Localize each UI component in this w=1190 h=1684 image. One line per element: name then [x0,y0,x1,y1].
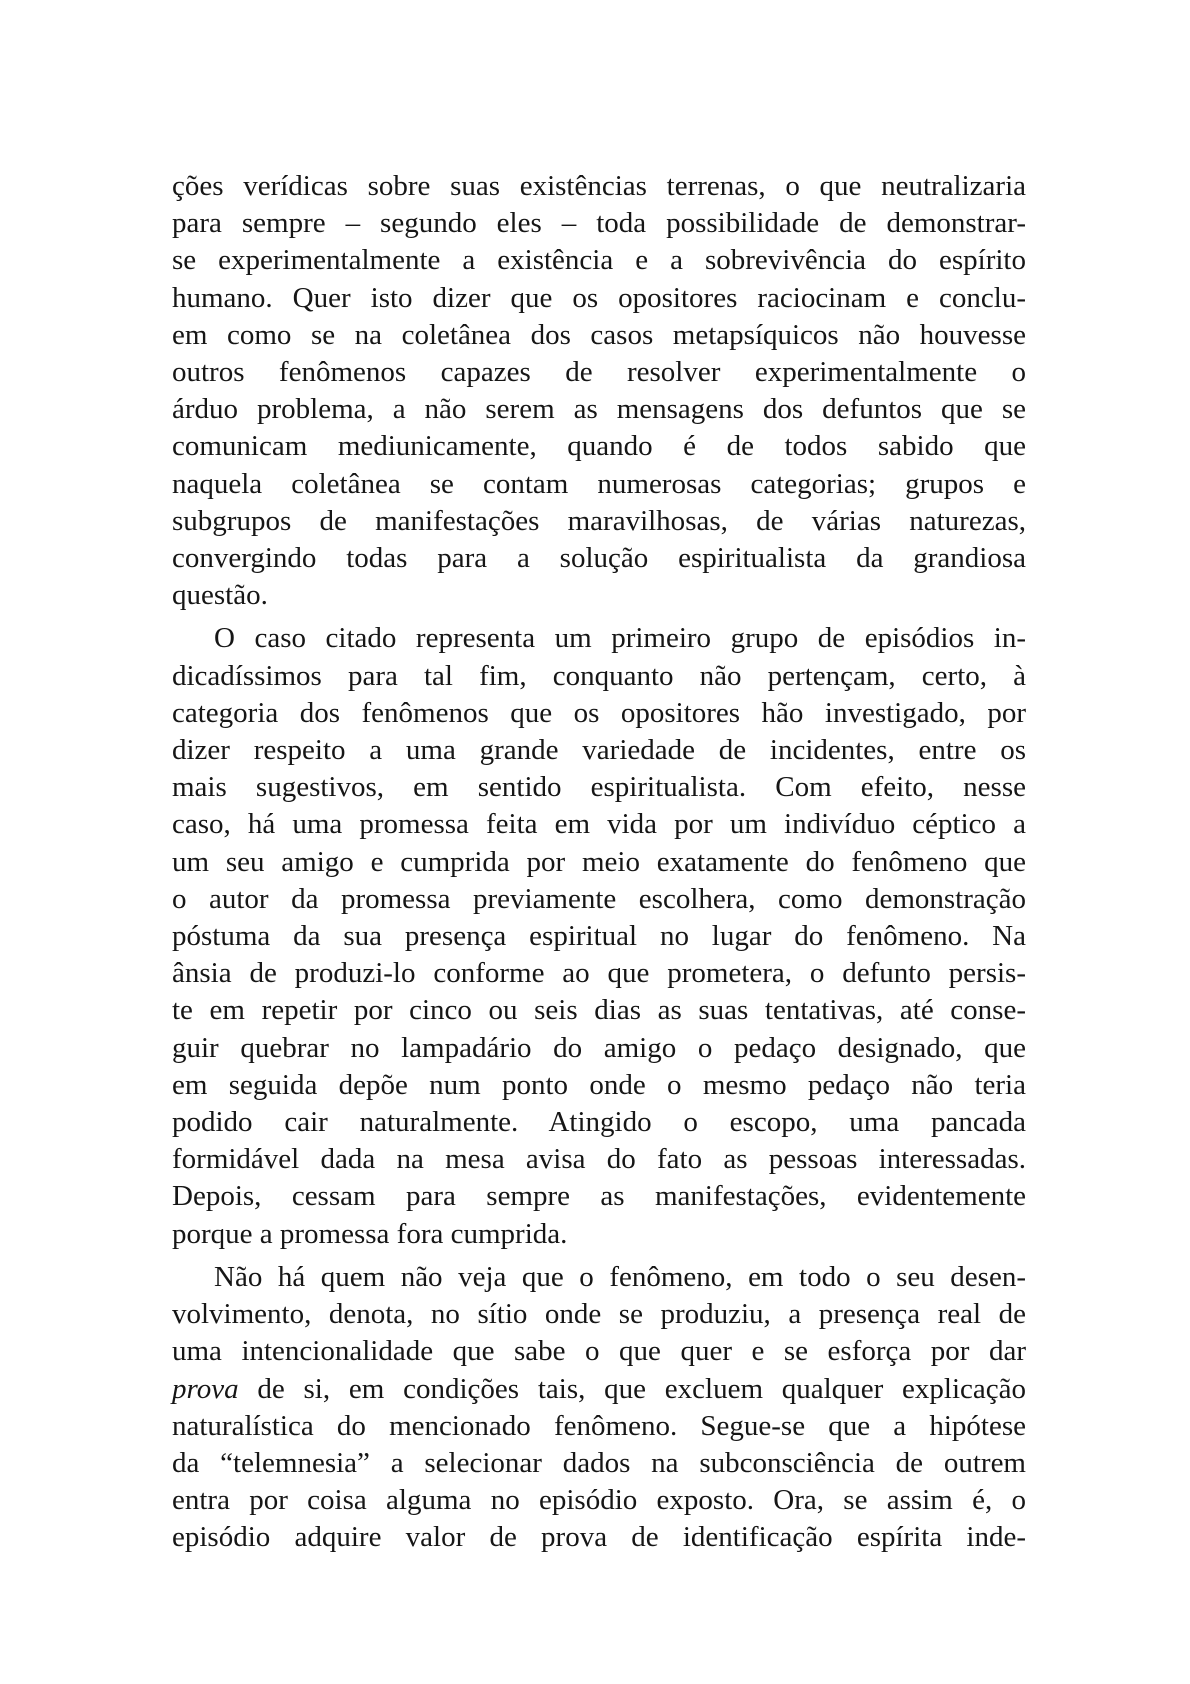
emphasized-word: prova [172,1372,239,1405]
text-line: o autor da promessa previamente escolhera, como demonstração [172,882,1026,915]
text-line: naturalística do mencionado fenômeno. Segue-se que a hipótese [172,1409,1026,1442]
text-line: uma intencionalidade que sabe o que quer e se esforça por dar [172,1335,1026,1368]
body-text [172,168,1026,1557]
text-line: formidável dada na mesa avisa do fato as pessoas interessadas. [172,1143,1026,1176]
text-line-with-emphasis [172,1371,1026,1408]
text-line: se experimentalmente a existência e a sobrevivência do espírito [172,244,1026,277]
text-line: um seu amigo e cumprida por meio exatamente do fenômeno que [172,845,1026,878]
paragraph-3 [172,1259,1026,1557]
text-line: póstuma da sua presença espiritual no lugar do fenômeno. Na [172,920,1026,953]
text-line: O caso citado representa um primeiro grupo de episódios in- [214,622,1026,655]
text-line: naquela coletânea se contam numerosas categorias; grupos e [172,467,1026,500]
text-line: categoria dos fenômenos que os opositores hão investigado, por [172,696,1026,729]
text-line: episódio adquire valor de prova de identificação espírita inde- [172,1521,1026,1554]
text-line: dizer respeito a uma grande variedade de incidentes, entre os [172,734,1026,767]
text-line: volvimento, denota, no sítio onde se produziu, a presença real de [172,1298,1026,1331]
text-line: humano. Quer isto dizer que os opositores raciocinam e conclu- [172,281,1026,314]
text-line: ânsia de produzi-lo conforme ao que prometera, o defunto persis- [172,957,1026,990]
text-line: em como se na coletânea dos casos metapsíquicos não houvesse [172,318,1026,351]
text-line: guir quebrar no lampadário do amigo o pedaço designado, que [172,1031,1026,1064]
text-line: em seguida depõe num ponto onde o mesmo pedaço não teria [172,1068,1026,1101]
text-fragment: de si, em condições tais, que excluem qualquer explicação [238,1372,1026,1405]
text-line: para sempre – segundo eles – toda possibilidade de demonstrar- [172,207,1026,240]
paragraph-2 [172,620,1026,1252]
text-line: árduo problema, a não serem as mensagens dos defuntos que se [172,393,1026,426]
text-line: caso, há uma promessa feita em vida por um indivíduo céptico a [172,808,1026,841]
text-line: Não há quem não veja que o fenômeno, em todo o seu desen- [214,1260,1026,1293]
text-line: questão. [172,579,268,612]
text-line: convergindo todas para a solução espiritualista da grandiosa [172,542,1026,575]
text-line: ções verídicas sobre suas existências terrenas, o que neutralizaria [172,170,1026,202]
paragraph-1 [172,168,1026,614]
text-line: dicadíssimos para tal fim, conquanto não pertençam, certo, à [172,659,1026,692]
text-line: entra por coisa alguma no episódio exposto. Ora, se assim é, o [172,1484,1026,1517]
text-line: outros fenômenos capazes de resolver experimentalmente o [172,356,1026,389]
text-line: da “telemnesia” a selecionar dados na subconsciência de outrem [172,1446,1026,1479]
text-line: subgrupos de manifestações maravilhosas, de várias naturezas, [172,504,1026,537]
text-line: podido cair naturalmente. Atingido o escopo, uma pancada [172,1106,1026,1139]
text-line: porque a promessa fora cumprida. [172,1217,568,1250]
text-line: Depois, cessam para sempre as manifestações, evidentemente [172,1180,1026,1213]
text-line: te em repetir por cinco ou seis dias as suas tentativas, até conse- [172,994,1026,1027]
text-line: mais sugestivos, em sentido espiritualista. Com efeito, nesse [172,771,1026,804]
text-line: comunicam mediunicamente, quando é de todos sabido que [172,430,1026,463]
